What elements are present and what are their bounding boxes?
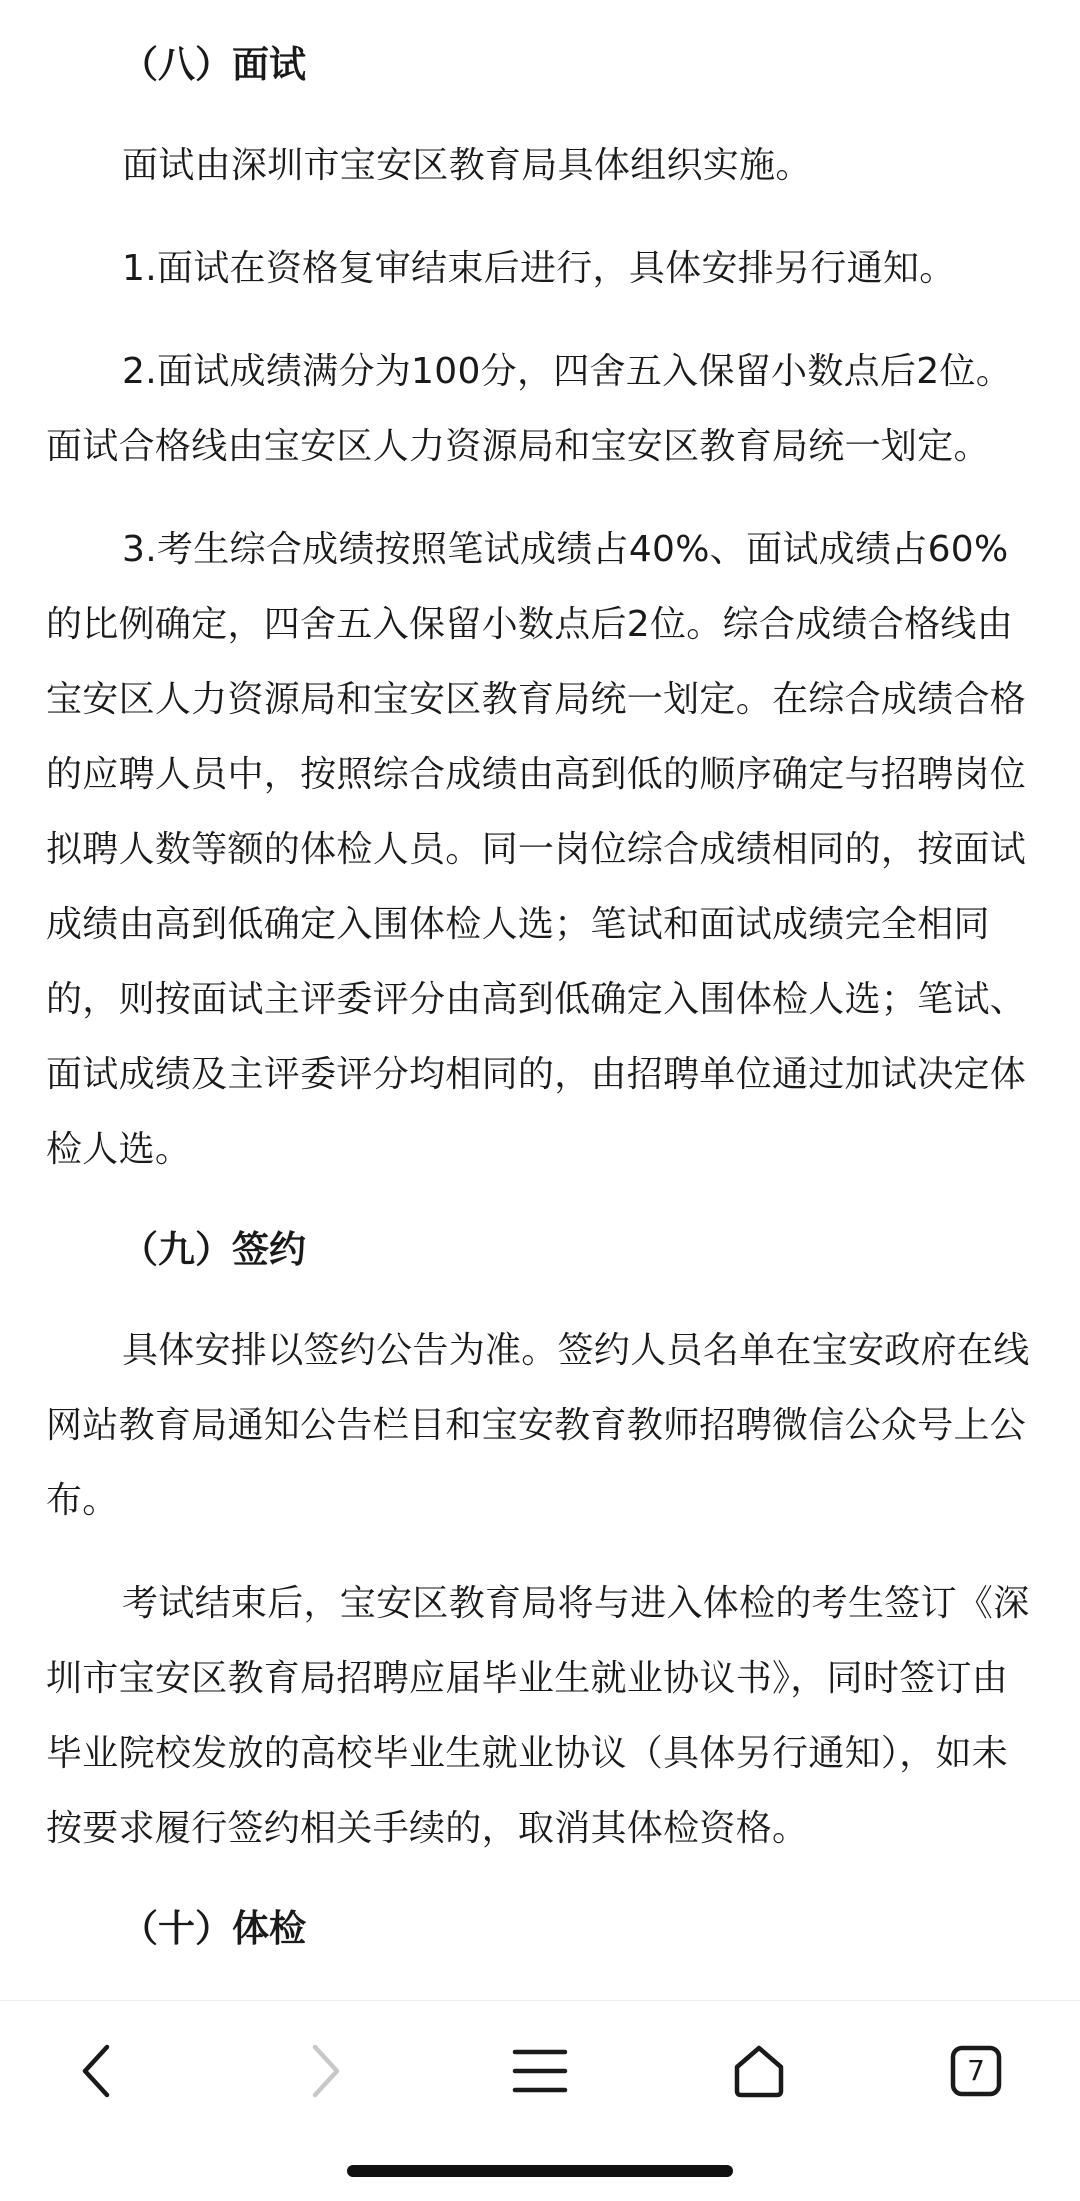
- paragraph-interview-timing: 1.面试在资格复审结束后进行，具体安排另行通知。: [122, 248, 956, 289]
- article-content: [46, 30, 1036, 1964]
- chevron-right-icon: [303, 2041, 347, 2101]
- tabs-icon: [950, 2045, 1002, 2097]
- back-button[interactable]: [52, 2026, 142, 2116]
- paragraph-signing-agreement: 考试结束后，宝安区教育局将与进入体检的考生签订《深圳市宝安区教育局招聘应届毕业生就业协议书》，同时签订由毕业院校发放的高校毕业生就业协议（具体另行通知），如未按要求履行签约相关手续的，取消其体检资格。: [46, 1583, 1030, 1849]
- tabs-button[interactable]: [931, 2026, 1021, 2116]
- paragraph-composite-score: 3.考生综合成绩按照笔试成绩占40%、面试成绩占60%的比例确定，四舍五入保留小数点后2位。综合成绩合格线由宝安区人力资源局和宝安区教育局统一划定。在综合成绩合格的应聘人员中，按照综合成绩由高到低的顺序确定与招聘岗位拟聘人数等额的体检人员。同一岗位综合成绩相同的，按面试成绩由高到低确定入围体检人选；笔试和面试成绩完全相同的，则按面试主评委评分由高到低确定入围体检人选；笔试、面试成绩及主评委评分均相同的，由招聘单位通过加试决定体检人选。: [46, 529, 1027, 1170]
- paragraph-interview-organizer: 面试由深圳市宝安区教育局具体组织实施。: [122, 145, 812, 186]
- paragraph-interview-score: 2.面试成绩满分为100分，四舍五入保留小数点后2位。面试合格线由宝安区人力资源局和宝安区教育局统一划定。: [46, 351, 1013, 467]
- chevron-left-icon: [75, 2041, 119, 2101]
- section-10-heading: （十）体检: [121, 1907, 306, 1950]
- home-indicator-bar[interactable]: [347, 2165, 733, 2177]
- section-9-heading: （九）签约: [121, 1228, 306, 1271]
- tab-count: 7: [967, 2054, 985, 2087]
- section-8-heading: （八）面试: [121, 43, 306, 86]
- home-button[interactable]: [714, 2026, 804, 2116]
- browser-bottom-toolbar: [0, 2000, 1080, 2141]
- hamburger-menu-icon: [510, 2046, 570, 2096]
- menu-button[interactable]: [495, 2026, 585, 2116]
- forward-button[interactable]: [280, 2026, 370, 2116]
- home-icon: [729, 2041, 789, 2101]
- paragraph-signing-announcement: 具体安排以签约公告为准。签约人员名单在宝安政府在线网站教育局通知公告栏目和宝安教育教师招聘微信公众号上公布。: [46, 1330, 1030, 1521]
